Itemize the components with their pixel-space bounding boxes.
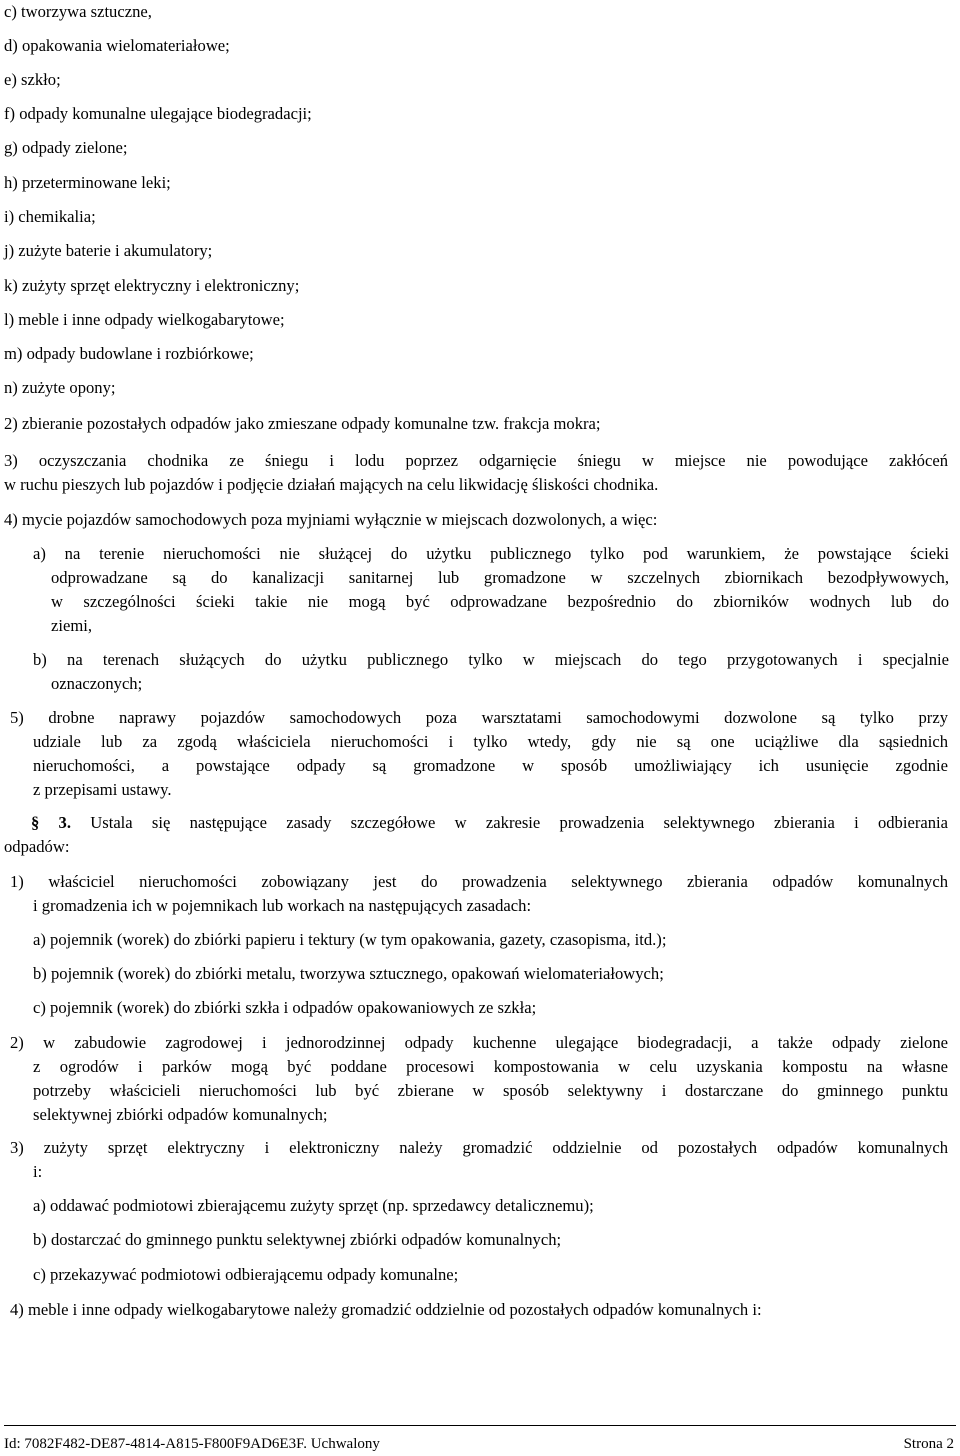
text-line: w ruchu pieszych lub pojazdów i podjęcie działań mających na celu likwidację śliskości chodnika. [4,475,659,494]
text-line: oznaczonych; [51,674,143,693]
list-item: c) pojemnik (worek) do zbiórki szkła i odpadów opakowaniowych ze szkła; [33,998,537,1017]
list-item: k) zużyty sprzęt elektryczny i elektroniczny; [4,276,300,295]
text-line: b) na terenach służących do użytku publicznego tylko w miejscach do tego przygotowanych i specjalnie [33,650,949,669]
list-item: i) chemikalia; [4,207,96,226]
footer-divider [4,1425,956,1426]
list-item: n) zużyte opony; [4,378,116,397]
section-text: Ustala się następujące zasady szczegółowe w zakresie prowadzenia selektywnego zbierania i odbierania [90,813,948,832]
section-mark: § 3. [31,813,71,832]
text-line: 5) drobne naprawy pojazdów samochodowych poza warsztatami samochodowymi dozwolone są tylko przy [10,708,948,727]
list-item: b) dostarczać do gminnego punktu selektywnej zbiórki odpadów komunalnych; [33,1230,562,1249]
list-item: j) zużyte baterie i akumulatory; [4,241,213,260]
list-item: m) odpady budowlane i rozbiórkowe; [4,344,254,363]
text-line: 1) właściciel nieruchomości zobowiązany jest do prowadzenia selektywnego zbierania odpadów komunalnych [10,872,948,891]
list-item: f) odpady komunalne ulegające biodegradacji; [4,104,312,123]
list-item: c) przekazywać podmiotowi odbierającemu odpady komunalne; [33,1265,459,1284]
list-item: g) odpady zielone; [4,138,128,157]
text-line: selektywnej zbiórki odpadów komunalnych; [33,1105,328,1124]
list-item: b) pojemnik (worek) do zbiórki metalu, tworzywa sztucznego, opakowań wielomateriałowych; [33,964,664,983]
text-line: 3) zużyty sprzęt elektryczny i elektroniczny należy gromadzić oddzielnie od pozostałych odpadów komunalnych [10,1138,948,1157]
text-line: nieruchomości, a powstające odpady są gromadzone w sposób umożliwiający ich usunięcie zgodnie [33,756,948,775]
section-3 [4,811,948,859]
list-item: d) opakowania wielomateriałowe; [4,36,230,55]
paragraph-item-4b [33,648,949,696]
paragraph-item-2: 2) zbieranie pozostałych odpadów jako zmieszane odpady komunalne tzw. frakcja mokra; [4,414,601,433]
text-line: ziemi, [51,616,93,635]
text-line: i gromadzenia ich w pojemnikach lub workach na następujących zasadach: [33,896,532,915]
list-item: a) oddawać podmiotowi zbierającemu zużyty sprzęt (np. sprzedawcy detalicznemu); [33,1196,594,1215]
text-line: potrzeby właścicieli nieruchomości lub być zbierane w sposób selektywny i dostarczane do gminnego punktu [33,1081,948,1100]
paragraph-item-5 [4,706,948,802]
document-id: Id: 7082F482-DE87-4814-A815-F800F9AD6E3F. Uchwalony [4,1436,380,1452]
text-line: 2) w zabudowie zagrodowej i jednorodzinnej odpady kuchenne ulegające biodegradacji, a także odpady zielone [10,1033,948,1052]
text-line: w szczególności ścieki takie nie mogą być odprowadzane bezpośrednio do zbiorników wodnych lub do [51,592,949,611]
text-line: udziale lub za zgodą właściciela nieruchomości i tylko wtedy, gdy nie są one uciążliwe dla sąsiednich [33,732,948,751]
paragraph-s3-item-1 [4,870,948,918]
list-item: a) pojemnik (worek) do zbiórki papieru i tektury (w tym opakowania, gazety, czasopisma, itd.); [33,930,667,949]
text-line: z ogrodów i parków mogą być poddane procesowi kompostowania w celu uzyskania kompostu na własne [33,1057,948,1076]
list-item: e) szkło; [4,70,61,89]
list-item: l) meble i inne odpady wielkogabarytowe; [4,310,285,329]
text-line: 3) oczyszczania chodnika ze śniegu i lodu poprzez odgarnięcie śniegu w miejsce nie powodujące zakłóceń [4,451,948,470]
paragraph-s3-item-4: 4) meble i inne odpady wielkogabarytowe należy gromadzić oddzielnie od pozostałych odpadów komunalnych i: [10,1300,762,1319]
text-line [4,811,948,835]
text-line: odprowadzane są do kanalizacji sanitarnej lub gromadzone w szczelnych zbiornikach bezodpływowych, [51,568,949,587]
paragraph-item-4: 4) mycie pojazdów samochodowych poza myjniami wyłącznie w miejscach dozwolonych, a więc: [4,510,658,529]
text-line: z przepisami ustawy. [33,780,172,799]
paragraph-s3-item-2 [4,1031,948,1127]
text-line: odpadów: [4,837,70,856]
paragraph-item-4a [33,542,949,638]
paragraph-s3-item-3 [4,1136,948,1184]
page-number: Strona 2 [903,1436,954,1452]
list-item: h) przeterminowane leki; [4,173,171,192]
text-line: i: [33,1162,43,1181]
text-line: a) na terenie nieruchomości nie służącej do użytku publicznego tylko pod warunkiem, że powstające ścieki [33,544,949,563]
list-item: c) tworzywa sztuczne, [4,2,152,21]
paragraph-item-3 [4,449,948,497]
